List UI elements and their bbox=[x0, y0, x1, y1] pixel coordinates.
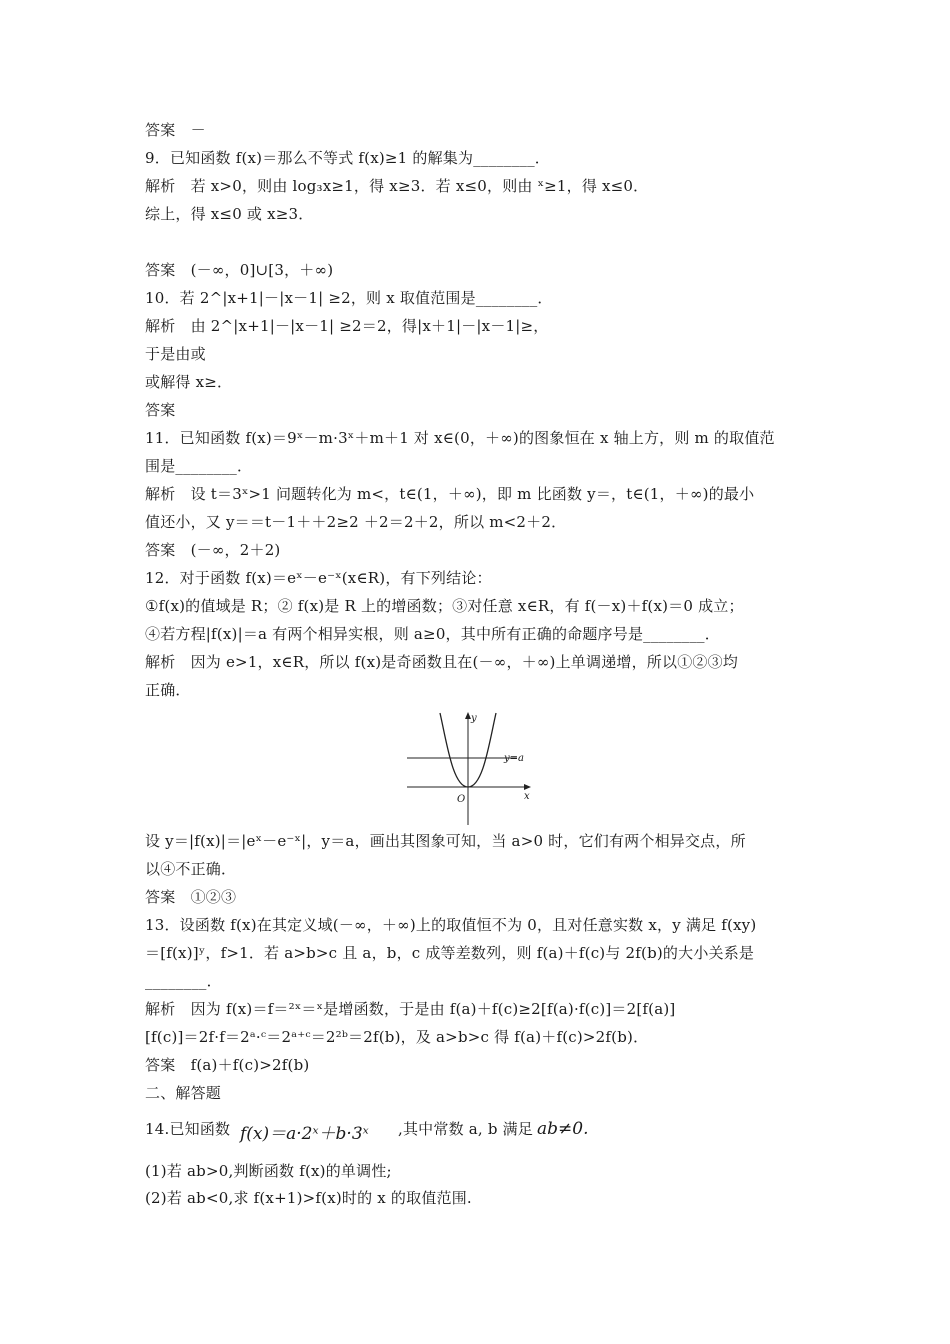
analysis-13-cont: [f(c)]＝2f·f＝2ᵃ·ᶜ＝2ᵃ⁺ᶜ＝2²ᵇ＝2f(b)，及 a>b>c 得 f(a)＋f(c)>2f(b)． bbox=[145, 1028, 649, 1046]
line-label: y=a bbox=[504, 753, 524, 764]
question-13-cont-1: ＝[f(x)]ʸ，f>1．若 a>b>c 且 a，b，c 成等差数列，则 f(a)＋f(c)与 2f(b)的大小关系是 bbox=[145, 944, 755, 962]
analysis-13: 解析 因为 f(x)＝f＝²ˣ＝ˣ是增函数，于是由 f(a)＋f(c)≥2[f(a)·f(c)]＝2[f(a)] bbox=[145, 1000, 676, 1018]
question-12: 12．对于函数 f(x)＝eˣ－e⁻ˣ(x∈R)，有下列结论： bbox=[145, 569, 492, 587]
analysis-10: 解析 由 2^|x+1|－|x－1| ≥2＝2，得|x＋1|－|x－1|≥， bbox=[145, 317, 549, 335]
answer-12: 答案 ①②③ bbox=[145, 888, 237, 906]
analysis-12-graph-note: 设 y＝|f(x)|＝|eˣ－e⁻ˣ|，y＝a，画出其图象可知，当 a>0 时，它们有两个相异交点，所 bbox=[145, 832, 746, 850]
question-14-part-2: (2)若 ab<0,求 f(x+1)>f(x)时的 x 的取值范围. bbox=[145, 1189, 472, 1207]
analysis-9: 解析 若 x>0，则由 log₃x≥1，得 x≥3．若 x≤0，则由 ˣ≥1，得 x≤0． bbox=[145, 177, 649, 195]
answer-9: 答案 (－∞，0]∪[3，＋∞) bbox=[145, 261, 334, 279]
graph-figure bbox=[407, 709, 537, 827]
formula-condition: ab≠0. bbox=[537, 1119, 589, 1139]
analysis-12: 解析 因为 e>1，x∈R，所以 f(x)是奇函数且在(－∞，＋∞)上单调递增，所以①②③均 bbox=[145, 653, 738, 671]
analysis-11: 解析 设 t＝3ˣ>1 问题转化为 m<，t∈(1，＋∞)，即 m 比函数 y＝，t∈(1，＋∞)的最小 bbox=[145, 485, 755, 503]
question-13-cont-2: ________． bbox=[145, 972, 222, 990]
answer-11: 答案 (－∞，2＋2) bbox=[145, 541, 281, 559]
y-axis-label: y bbox=[471, 713, 477, 724]
analysis-10-cont-2: 或解得 x≥． bbox=[145, 373, 233, 391]
answer-13: 答案 f(a)＋f(c)>2f(b) bbox=[145, 1056, 310, 1074]
question-14-part-1: (1)若 ab>0,判断函数 f(x)的单调性; bbox=[145, 1162, 392, 1180]
formula-main: f(x)＝a·2ˣ＋b·3ˣ bbox=[240, 1124, 369, 1144]
question-11-cont: 围是________． bbox=[145, 457, 253, 475]
question-14: 14.已知函数 bbox=[145, 1120, 231, 1138]
question-12-options-2: ④若方程|f(x)|＝a 有两个相异实根，则 a≥0，其中所有正确的命题序号是________． bbox=[145, 625, 720, 643]
formula-suffix: ,其中常数 a, b 满足 bbox=[398, 1120, 533, 1138]
question-11: 11．已知函数 f(x)＝9ˣ－m·3ˣ＋m＋1 对 x∈(0，＋∞)的图象恒在 x 轴上方，则 m 的取值范 bbox=[145, 429, 775, 447]
question-12-options-1: ①f(x)的值域是 R；② f(x)是 R 上的增函数；③对任意 x∈R，有 f(－x)＋f(x)＝0 成立； bbox=[145, 597, 744, 615]
analysis-9-cont: 综上，得 x≤0 或 x≥3． bbox=[145, 205, 314, 223]
question-13: 13．设函数 f(x)在其定义域(－∞，＋∞)上的取值恒不为 0，且对任意实数 x，y 满足 f(xy) bbox=[145, 916, 757, 934]
origin-label: O bbox=[457, 794, 466, 805]
x-axis-arrow bbox=[524, 784, 531, 790]
abs-function-graph bbox=[407, 709, 537, 827]
analysis-11-cont: 值还小，又 y＝＝t－1＋＋2≥2 ＋2＝2＋2，所以 m<2＋2． bbox=[145, 513, 567, 531]
analysis-10-cont-1: 于是由或 bbox=[145, 345, 206, 363]
analysis-12-cont: 正确． bbox=[145, 681, 191, 699]
x-axis-label: x bbox=[524, 791, 530, 802]
question-10: 10．若 2^|x+1|－|x－1| ≥2，则 x 取值范围是________． bbox=[145, 289, 553, 307]
answer-8: 答案 － bbox=[145, 121, 206, 139]
answer-10: 答案 bbox=[145, 401, 176, 419]
section-heading: 二、解答题 bbox=[145, 1084, 222, 1102]
analysis-12-graph-note-cont: 以④不正确． bbox=[145, 860, 237, 878]
question-9: 9．已知函数 f(x)＝那么不等式 f(x)≥1 的解集为________． bbox=[145, 149, 550, 167]
